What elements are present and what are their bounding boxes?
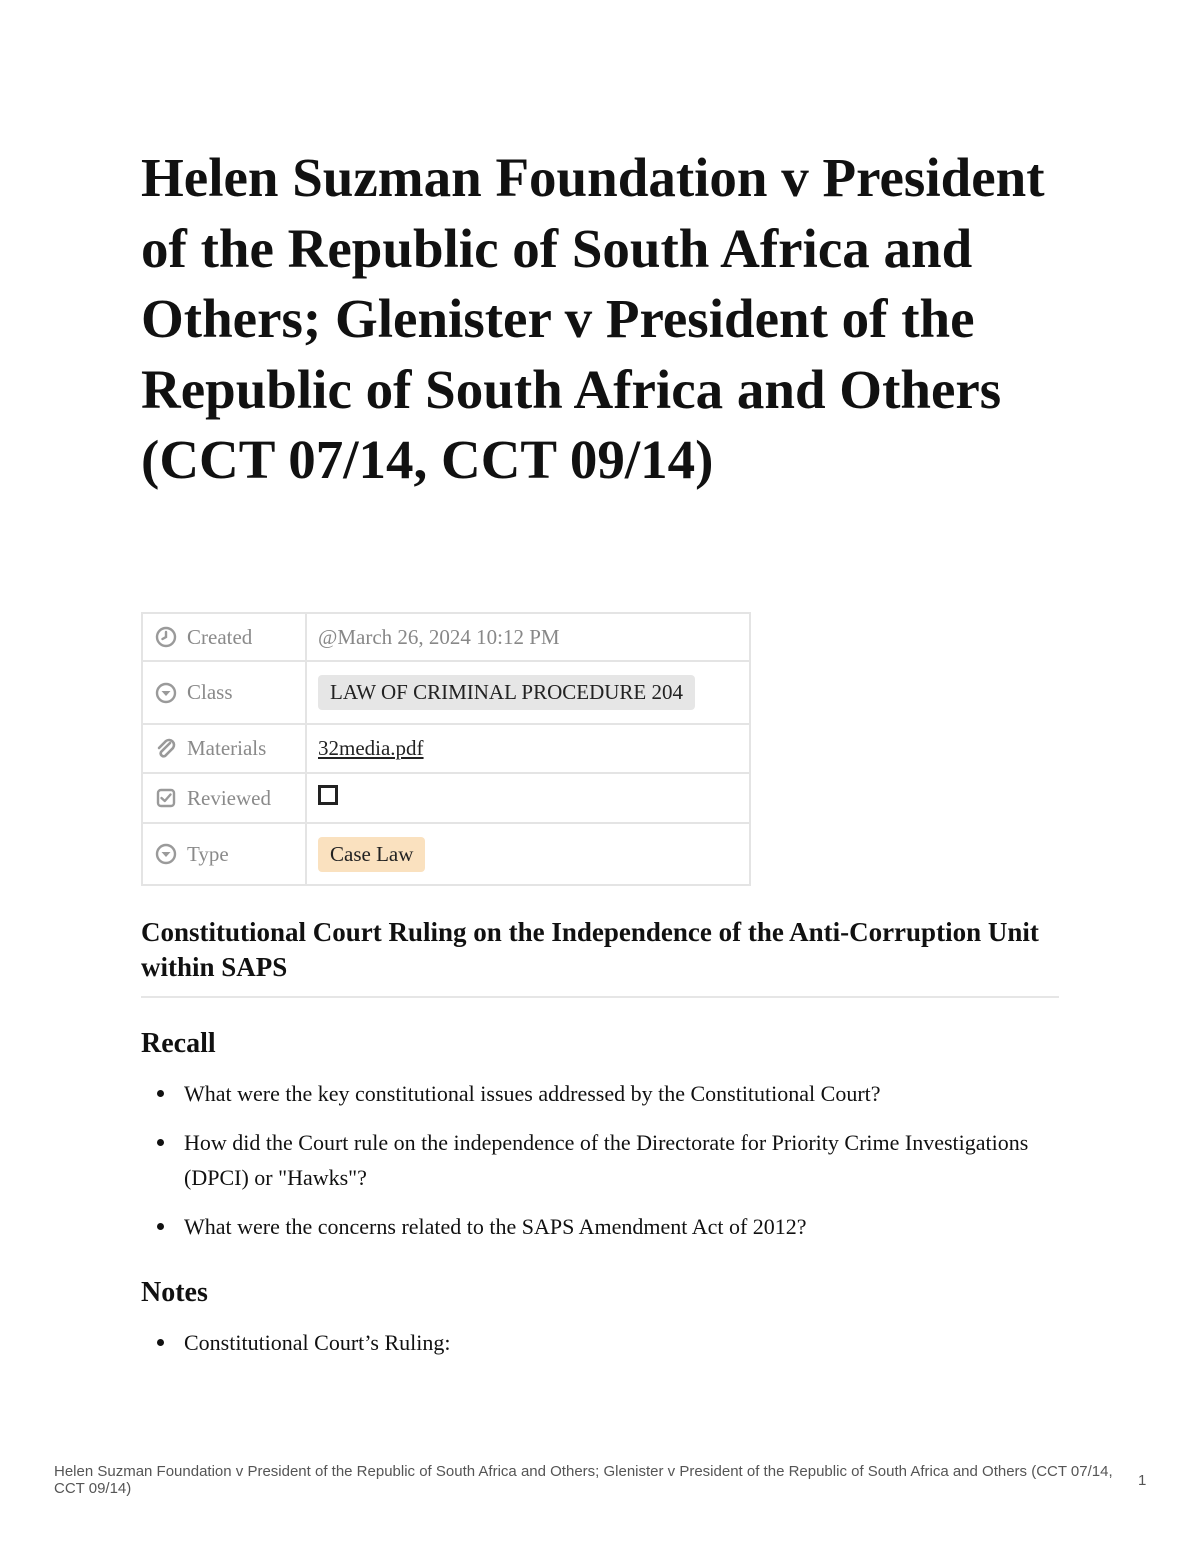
property-row-type bbox=[142, 823, 750, 885]
type-tag[interactable]: Case Law bbox=[318, 837, 425, 872]
property-row-materials bbox=[142, 724, 750, 773]
select-icon bbox=[155, 682, 177, 704]
divider bbox=[141, 996, 1059, 998]
paperclip-icon bbox=[155, 738, 177, 760]
page-number: 1 bbox=[1138, 1472, 1147, 1489]
recall-list bbox=[141, 1076, 1041, 1244]
properties-table bbox=[141, 612, 751, 886]
list-item: What were the concerns related to the SAPS Amendment Act of 2012? bbox=[141, 1209, 1041, 1244]
clock-icon bbox=[155, 626, 177, 648]
page-footer-title: Helen Suzman Foundation v President of the Republic of South Africa and Others; Glenister v President of the Republic of South Africa and Others (CCT 07/14, CCT 09/14) bbox=[54, 1463, 1113, 1497]
notes-list bbox=[141, 1325, 1041, 1360]
property-label-type: Type bbox=[187, 841, 229, 866]
created-value: @March 26, 2024 10:12 PM bbox=[318, 624, 560, 649]
property-label-created: Created bbox=[187, 624, 253, 649]
property-row-reviewed bbox=[142, 773, 750, 823]
section-subtitle: Constitutional Court Ruling on the Independence of the Anti-Corruption Unit within SAPS bbox=[141, 917, 1039, 982]
property-label-reviewed: Reviewed bbox=[187, 785, 271, 810]
notes-heading: Notes bbox=[141, 1277, 208, 1308]
recall-heading: Recall bbox=[141, 1028, 216, 1059]
page-title: Helen Suzman Foundation v President of the Republic of South Africa and Others; Glenister v President of the Republic of South Africa and Others (CCT 07/14, CCT 09/14) bbox=[141, 147, 1045, 490]
list-item: How did the Court rule on the independence of the Directorate for Priority Crime Investigations (DPCI) or "Hawks"? bbox=[141, 1125, 1041, 1195]
class-tag[interactable]: LAW OF CRIMINAL PROCEDURE 204 bbox=[318, 675, 695, 710]
select-icon bbox=[155, 843, 177, 865]
list-item: What were the key constitutional issues addressed by the Constitutional Court? bbox=[141, 1076, 1041, 1111]
property-row-created bbox=[142, 613, 750, 661]
property-row-class bbox=[142, 661, 750, 724]
property-label-materials: Materials bbox=[187, 736, 267, 760]
materials-file-link[interactable]: 32media.pdf bbox=[318, 736, 424, 760]
checkbox-icon bbox=[155, 787, 177, 809]
property-label-class: Class bbox=[187, 680, 233, 704]
list-item: Constitutional Court’s Ruling: bbox=[141, 1325, 1041, 1360]
reviewed-checkbox[interactable] bbox=[318, 785, 338, 805]
